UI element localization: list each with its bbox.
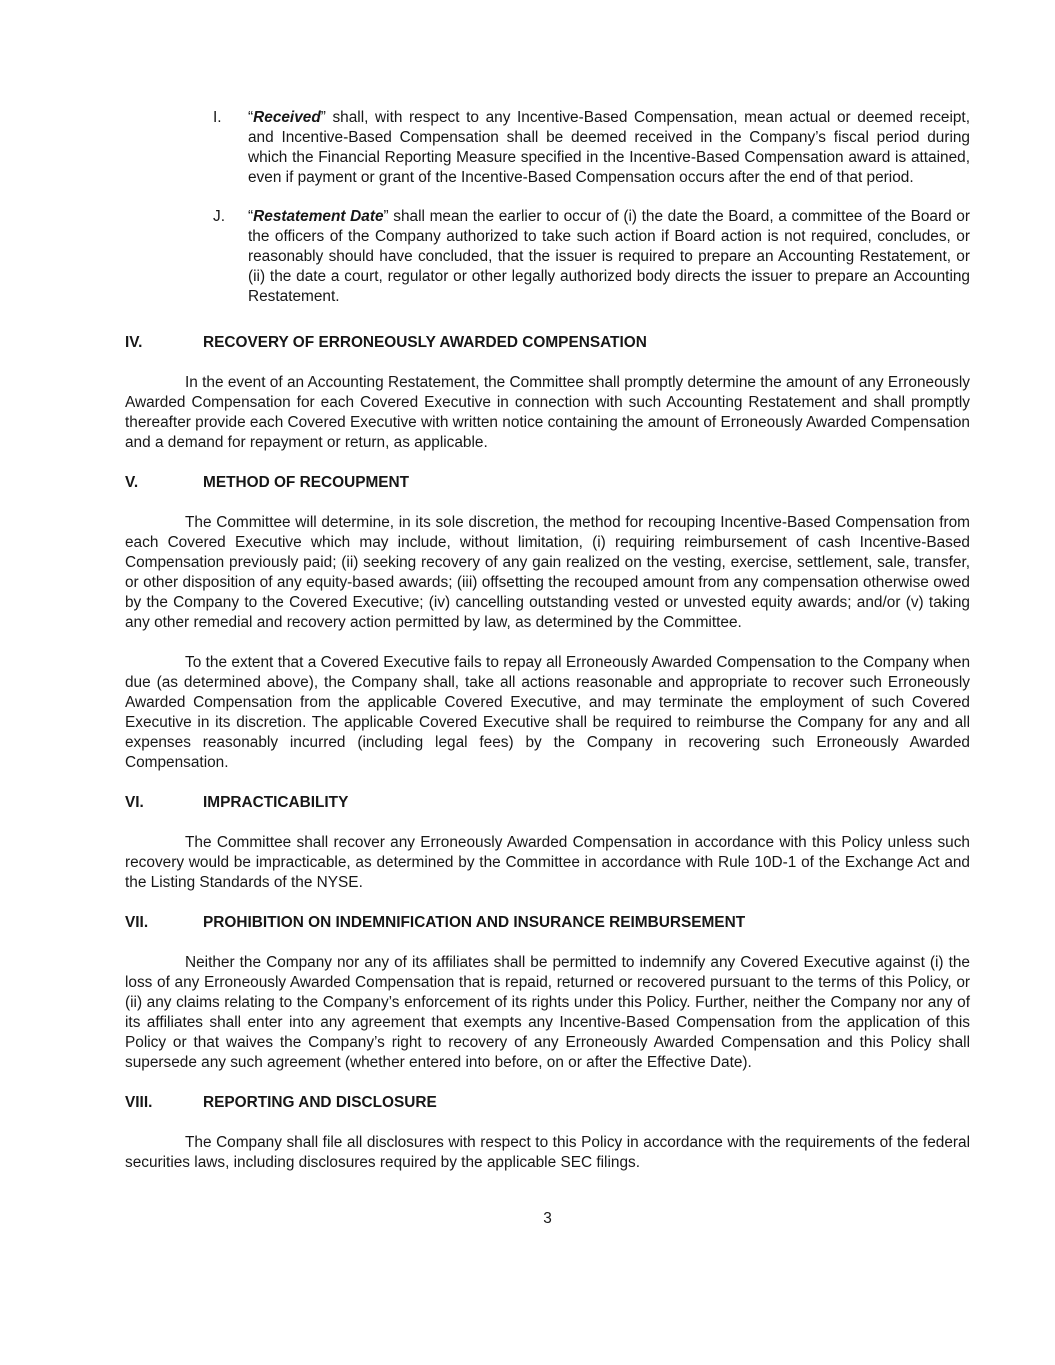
section-title: PROHIBITION ON INDEMNIFICATION AND INSURANCE REIMBURSEMENT bbox=[203, 914, 746, 931]
section-number: IV. bbox=[125, 334, 143, 351]
section-iv bbox=[125, 333, 970, 453]
section-v bbox=[125, 473, 970, 773]
list-marker: J. bbox=[213, 208, 225, 225]
page-footer bbox=[125, 1209, 970, 1229]
body-paragraph: The Company shall file all disclosures with respect to this Policy in accordance with the requirements of the federal securities laws, including disclosures required by the applicable SEC filings. bbox=[125, 1134, 970, 1171]
section-vi bbox=[125, 793, 970, 893]
section-heading bbox=[125, 793, 970, 813]
definition-text: ” shall, with respect to any Incentive-Based Compensation, mean actual or deemed receipt, and Incentive-Based Compensation shall be deemed received in the Company’s fiscal period during which the Financial Reporting Measure specified in the Incentive-Based Compensation award is attained, even if payment or grant of the Incentive-Based Compensation occurs after the end of that period. bbox=[248, 109, 970, 186]
section-viii bbox=[125, 1093, 970, 1173]
section-title: METHOD OF RECOUPMENT bbox=[203, 474, 410, 491]
body-paragraph: To the extent that a Covered Executive fails to repay all Erroneously Awarded Compensation to the Company when due (as determined above), the Company shall, take all actions reasonable and appropriate to recover such Erroneously Awarded Compensation from the applicable Covered Executive, and may terminate the employment of such Covered Executive in its discretion. The applicable Covered Executive shall be required to reimburse the Company for any and all expenses reasonably incurred (including legal fees) by the Company in recovering such Erroneously Awarded Compensation. bbox=[125, 654, 970, 771]
page-number: 3 bbox=[543, 1210, 552, 1227]
defined-term: Restatement Date bbox=[253, 208, 384, 225]
section-number: V. bbox=[125, 474, 139, 491]
section-heading bbox=[125, 333, 970, 353]
quote-open: “ bbox=[248, 109, 254, 126]
section-heading bbox=[125, 473, 970, 493]
section-heading bbox=[125, 1093, 970, 1113]
definition-item-received bbox=[213, 108, 970, 188]
body-paragraph: Neither the Company nor any of its affiliates shall be permitted to indemnify any Covered Executive against (i) the loss of any Erroneously Awarded Compensation that is repaid, returned or recovered pursuant to the terms of this Policy, or (ii) any claims relating to the Company’s enforcement of its rights under this Policy. Further, neither the Company nor any of its affiliates shall enter into any agreement that exempts any Incentive-Based Compensation from the application of this Policy or that waives the Company’s right to recovery of any Erroneously Awarded Compensation and this Policy shall supersede any such agreement (whether entered into before, on or after the Effective Date). bbox=[125, 954, 970, 1071]
section-title: REPORTING AND DISCLOSURE bbox=[203, 1094, 437, 1111]
body-paragraph: The Committee will determine, in its sole discretion, the method for recouping Incentive-Based Compensation from each Covered Executive which may include, without limitation, (i) requiring reimbursement of cash Incentive-Based Compensation previously paid; (ii) seeking recovery of any gain realized on the vesting, exercise, settlement, sale, transfer, or other disposition of any equity-based awards; (iii) offsetting the recouped amount from any compensation otherwise owed by the Company to the Covered Executive; (iv) cancelling outstanding vested or unvested equity awards; and/or (v) taking any other remedial and recovery action permitted by law, as determined by the Committee. bbox=[125, 514, 970, 631]
section-number: VI. bbox=[125, 794, 144, 811]
section-heading bbox=[125, 913, 970, 933]
section-title: RECOVERY OF ERRONEOUSLY AWARDED COMPENSATION bbox=[203, 334, 647, 351]
definition-item-restatement-date bbox=[213, 207, 970, 307]
section-vii bbox=[125, 913, 970, 1073]
list-marker: I. bbox=[213, 109, 222, 126]
body-paragraph: In the event of an Accounting Restatement, the Committee shall promptly determine the amount of any Erroneously Awarded Compensation for each Covered Executive in connection with such Accounting Restatement and shall promptly thereafter provide each Covered Executive with written notice containing the amount of Erroneously Awarded Compensation and a demand for repayment or return, as applicable. bbox=[125, 374, 970, 451]
body-paragraph: The Committee shall recover any Erroneously Awarded Compensation in accordance with this Policy unless such recovery would be impracticable, as determined by the Committee in accordance with Rule 10D-1 of the Exchange Act and the Listing Standards of the NYSE. bbox=[125, 834, 970, 891]
definition-text: ” shall mean the earlier to occur of (i) the date the Board, a committee of the Board or the officers of the Company authorized to take such action if Board action is not required, concludes, or reasonably should have concluded, that the issuer is required to prepare an Accounting Restatement, or (ii) the date a court, regulator or other legally authorized body directs the issuer to prepare an Accounting Restatement. bbox=[248, 208, 970, 305]
quote-open: “ bbox=[248, 208, 254, 225]
section-number: VIII. bbox=[125, 1094, 153, 1111]
definitions-list bbox=[125, 108, 970, 307]
section-number: VII. bbox=[125, 914, 149, 931]
section-title: IMPRACTICABILITY bbox=[203, 794, 349, 811]
defined-term: Received bbox=[253, 109, 321, 126]
